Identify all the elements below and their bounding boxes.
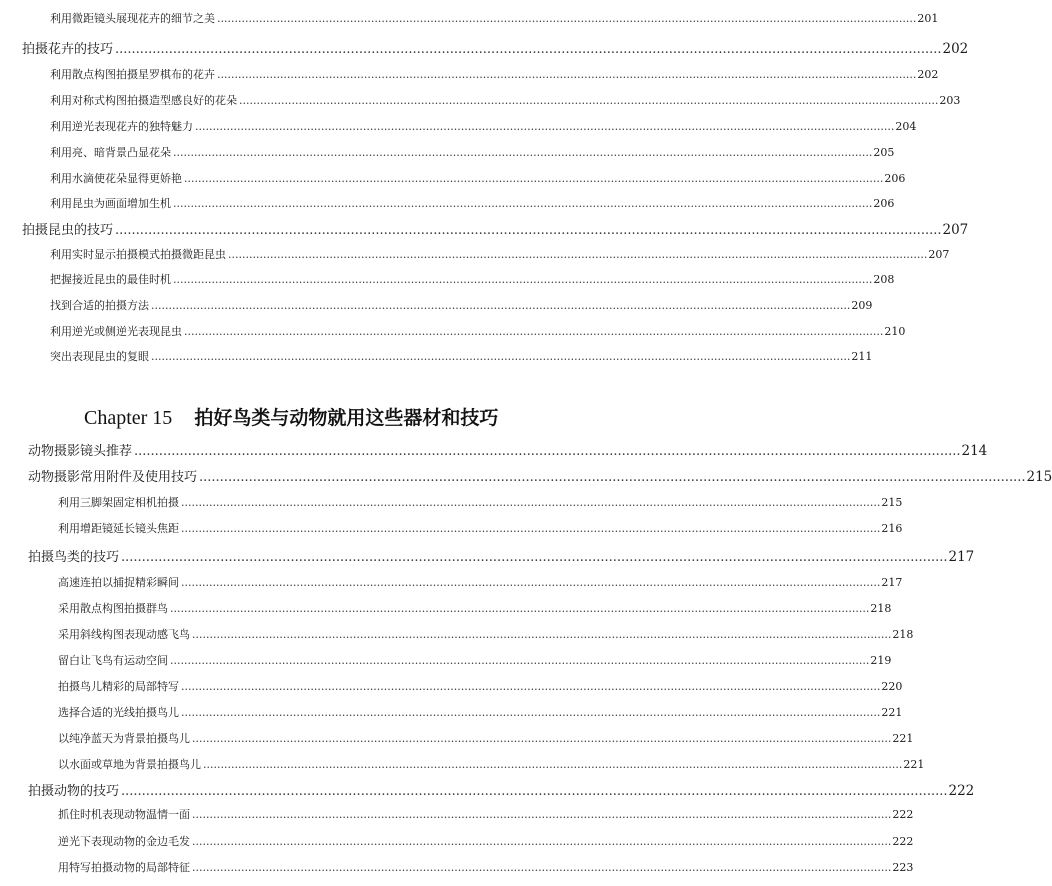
toc-subsection-entry <box>58 652 892 668</box>
toc-entry-page: 221 <box>892 732 914 745</box>
dot-leader: ........................................................................................................................................................................................................ <box>195 120 895 133</box>
toc-entry-page: 222 <box>892 835 914 848</box>
toc-entry-page: 203 <box>939 94 961 107</box>
dot-leader: ........................................................................................................................................................................................................ <box>173 273 873 286</box>
toc-entry-page: 211 <box>851 350 873 363</box>
dot-leader: ........................................................................................................................................................................................................ <box>192 861 892 874</box>
chapter-title: 拍好鸟类与动物就用这些器材和技巧 <box>194 407 499 429</box>
toc-entry-title: 动物摄影常用附件及使用技巧 <box>28 470 198 485</box>
toc-section-entry <box>28 466 1052 485</box>
dot-leader: ........................................................................................................................................................................................................ <box>239 94 939 107</box>
dot-leader: ........................................................................................................................................................................................................ <box>199 470 1026 485</box>
dot-leader: ........................................................................................................................................................................................................ <box>217 12 917 25</box>
dot-leader: ........................................................................................................................................................................................................ <box>192 732 892 745</box>
dot-leader: ........................................................................................................................................................................................................ <box>121 784 948 799</box>
dot-leader: ........................................................................................................................................................................................................ <box>192 808 892 821</box>
toc-subsection-entry <box>50 348 873 364</box>
dot-leader: ........................................................................................................................................................................................................ <box>134 444 961 459</box>
toc-entry-title: 利用水滴使花朵显得更娇艳 <box>50 172 182 185</box>
toc-entry-title: 利用实时显示拍摄模式拍摄微距昆虫 <box>50 248 226 261</box>
toc-subsection-entry <box>58 520 903 536</box>
toc-subsection-entry <box>50 92 961 108</box>
toc-entry-title: 逆光下表现动物的金边毛发 <box>58 835 190 848</box>
toc-entry-page: 208 <box>873 273 895 286</box>
toc-entry-title: 拍摄昆虫的技巧 <box>22 223 114 238</box>
dot-leader: ........................................................................................................................................................................................................ <box>192 628 892 641</box>
toc-entry-title: 用特写拍摄动物的局部特征 <box>58 861 190 874</box>
toc-entry-title: 选择合适的光线拍摄鸟儿 <box>58 706 179 719</box>
dot-leader: ........................................................................................................................................................................................................ <box>181 496 881 509</box>
toc-entry-page: 202 <box>942 41 969 57</box>
toc-entry-title: 突出表现昆虫的复眼 <box>50 350 149 363</box>
toc-entry-title: 利用微距镜头展现花卉的细节之美 <box>50 12 215 25</box>
dot-leader: ........................................................................................................................................................................................................ <box>151 350 851 363</box>
dot-leader: ........................................................................................................................................................................................................ <box>203 758 903 771</box>
toc-entry-page: 222 <box>948 783 975 799</box>
toc-subsection-entry <box>50 271 895 287</box>
dot-leader: ........................................................................................................................................................................................................ <box>115 223 942 238</box>
toc-entry-title: 利用散点构图拍摄星罗棋布的花卉 <box>50 68 215 81</box>
toc-entry-title: 留白让飞鸟有运动空间 <box>58 654 168 667</box>
toc-entry-page: 210 <box>884 325 906 338</box>
toc-section-entry <box>22 219 969 238</box>
toc-entry-page: 206 <box>884 172 906 185</box>
toc-subsection-entry <box>50 246 950 262</box>
toc-entry-title: 采用散点构图拍摄群鸟 <box>58 602 168 615</box>
toc-entry-title: 以纯净蓝天为背景拍摄鸟儿 <box>58 732 190 745</box>
toc-entry-page: 216 <box>881 522 903 535</box>
toc-entry-page: 215 <box>1026 469 1052 485</box>
toc-subsection-entry <box>50 10 939 26</box>
toc-entry-page: 206 <box>873 197 895 210</box>
dot-leader: ........................................................................................................................................................................................................ <box>173 197 873 210</box>
toc-section-entry <box>22 38 969 57</box>
toc-entry-page: 207 <box>942 222 969 238</box>
toc-entry-page: 209 <box>851 299 873 312</box>
toc-entry-page: 222 <box>892 808 914 821</box>
toc-section-entry <box>28 546 975 565</box>
toc-subsection-entry <box>58 574 903 590</box>
dot-leader: ........................................................................................................................................................................................................ <box>228 248 928 261</box>
toc-entry-page: 217 <box>948 549 975 565</box>
toc-subsection-entry <box>50 66 939 82</box>
toc-subsection-entry <box>50 118 917 134</box>
toc-subsection-entry <box>58 756 925 772</box>
toc-entry-title: 以水面或草地为背景拍摄鸟儿 <box>58 758 201 771</box>
toc-entry-page: 220 <box>881 680 903 693</box>
toc-entry-title: 拍摄动物的技巧 <box>28 784 120 799</box>
toc-entry-page: 221 <box>881 706 903 719</box>
toc-subsection-entry <box>58 833 914 849</box>
toc-entry-title: 利用对称式构图拍摄造型感良好的花朵 <box>50 94 237 107</box>
dot-leader: ........................................................................................................................................................................................................ <box>184 325 884 338</box>
toc-subsection-entry <box>50 297 873 313</box>
toc-entry-title: 利用增距镜延长镜头焦距 <box>58 522 179 535</box>
toc-entry-page: 215 <box>881 496 903 509</box>
toc-entry-page: 204 <box>895 120 917 133</box>
toc-subsection-entry <box>50 144 895 160</box>
toc-subsection-entry <box>58 704 903 720</box>
toc-subsection-entry <box>58 494 903 510</box>
toc-subsection-entry <box>58 678 903 694</box>
toc-entry-title: 利用亮、暗背景凸显花朵 <box>50 146 171 159</box>
dot-leader: ........................................................................................................................................................................................................ <box>181 522 881 535</box>
dot-leader: ........................................................................................................................................................................................................ <box>121 550 948 565</box>
toc-section-entry <box>28 780 975 799</box>
chapter-heading <box>84 403 498 430</box>
toc-subsection-entry <box>58 806 914 822</box>
toc-entry-title: 利用逆光表现花卉的独特魅力 <box>50 120 193 133</box>
toc-entry-title: 拍摄鸟儿精彩的局部特写 <box>58 680 179 693</box>
toc-entry-page: 205 <box>873 146 895 159</box>
toc-entry-title: 利用三脚架固定相机拍摄 <box>58 496 179 509</box>
dot-leader: ........................................................................................................................................................................................................ <box>184 172 884 185</box>
toc-entry-title: 拍摄鸟类的技巧 <box>28 550 120 565</box>
toc-entry-page: 218 <box>870 602 892 615</box>
dot-leader: ........................................................................................................................................................................................................ <box>181 576 881 589</box>
toc-entry-title: 动物摄影镜头推荐 <box>28 444 133 459</box>
toc-subsection-entry <box>58 600 892 616</box>
dot-leader: ........................................................................................................................................................................................................ <box>181 680 881 693</box>
dot-leader: ........................................................................................................................................................................................................ <box>170 654 870 667</box>
toc-subsection-entry <box>50 170 906 186</box>
toc-subsection-entry <box>58 626 914 642</box>
toc-entry-title: 利用昆虫为画面增加生机 <box>50 197 171 210</box>
toc-subsection-entry <box>50 195 895 211</box>
toc-entry-title: 找到合适的拍摄方法 <box>50 299 149 312</box>
toc-entry-page: 217 <box>881 576 903 589</box>
toc-section-entry <box>28 440 988 459</box>
toc-entry-title: 把握接近昆虫的最佳时机 <box>50 273 171 286</box>
dot-leader: ........................................................................................................................................................................................................ <box>115 42 942 57</box>
toc-entry-page: 221 <box>903 758 925 771</box>
toc-entry-page: 219 <box>870 654 892 667</box>
toc-entry-title: 高速连拍以捕捉精彩瞬间 <box>58 576 179 589</box>
toc-entry-page: 201 <box>917 12 939 25</box>
toc-entry-title: 拍摄花卉的技巧 <box>22 42 114 57</box>
dot-leader: ........................................................................................................................................................................................................ <box>173 146 873 159</box>
toc-entry-page: 207 <box>928 248 950 261</box>
toc-entry-page: 202 <box>917 68 939 81</box>
toc-entry-title: 抓住时机表现动物温情一面 <box>58 808 190 821</box>
toc-entry-page: 223 <box>892 861 914 874</box>
dot-leader: ........................................................................................................................................................................................................ <box>181 706 881 719</box>
dot-leader: ........................................................................................................................................................................................................ <box>151 299 851 312</box>
toc-entry-title: 采用斜线构图表现动感飞鸟 <box>58 628 190 641</box>
dot-leader: ........................................................................................................................................................................................................ <box>192 835 892 848</box>
toc-entry-title: 利用逆光或侧逆光表现昆虫 <box>50 325 182 338</box>
toc-subsection-entry <box>50 323 906 339</box>
toc-subsection-entry <box>58 859 914 875</box>
dot-leader: ........................................................................................................................................................................................................ <box>217 68 917 81</box>
toc-entry-page: 214 <box>961 443 988 459</box>
toc-entry-page: 218 <box>892 628 914 641</box>
toc-subsection-entry <box>58 730 914 746</box>
dot-leader: ........................................................................................................................................................................................................ <box>170 602 870 615</box>
chapter-number: Chapter 15 <box>84 407 173 429</box>
